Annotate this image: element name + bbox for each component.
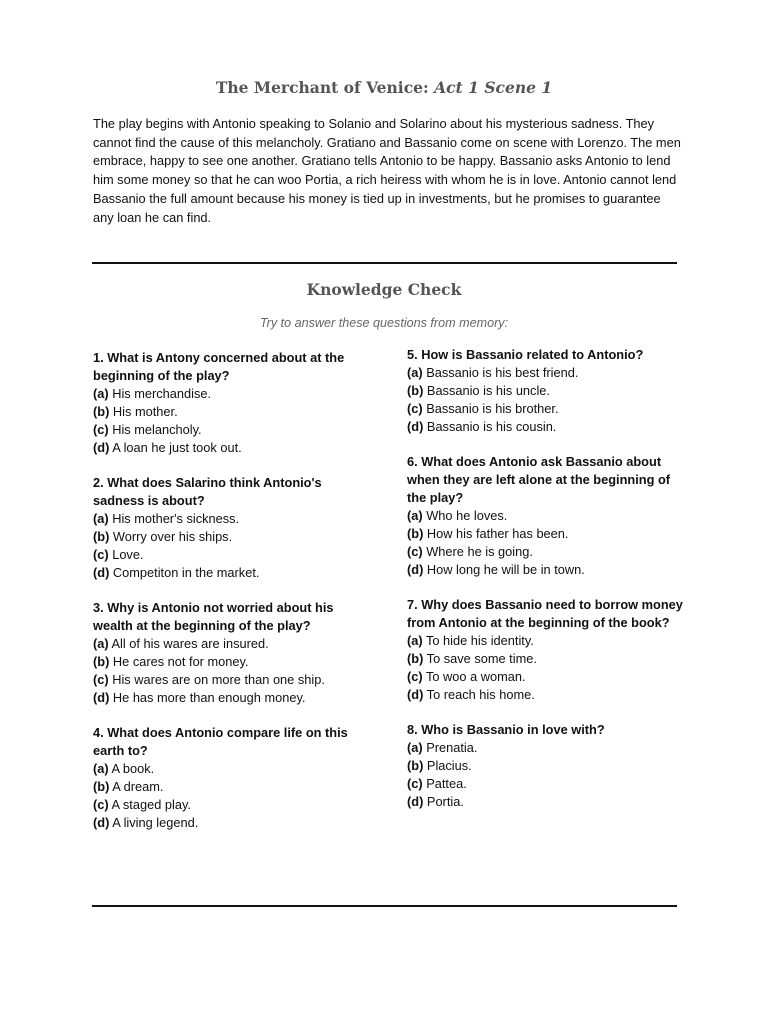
- option-letter: (a): [93, 761, 109, 776]
- answer-option: [93, 778, 371, 796]
- option-text: His mother's sickness.: [112, 511, 240, 526]
- question-text: 6. What does Antonio ask Bassanio about when they are left alone at the beginning of the play?: [407, 454, 671, 505]
- option-letter: (a): [407, 740, 423, 755]
- option-letter: (b): [407, 758, 424, 773]
- option-text: Worry over his ships.: [112, 529, 233, 544]
- option-text: All of his wares are insured.: [111, 636, 269, 651]
- answer-option: [93, 653, 371, 671]
- divider-bottom: [92, 905, 677, 907]
- answer-option: [93, 564, 371, 582]
- option-letter: (d): [407, 687, 424, 702]
- answer-option: [93, 510, 371, 528]
- answer-option: [93, 546, 371, 564]
- option-letter: (d): [407, 562, 424, 577]
- divider-top: [92, 262, 677, 264]
- option-text: Competiton in the market.: [112, 565, 260, 580]
- option-letter: (d): [93, 565, 110, 580]
- option-text: How his father has been.: [426, 526, 569, 541]
- option-letter: (c): [407, 401, 423, 416]
- option-text: To save some time.: [426, 651, 537, 666]
- option-letter: (b): [407, 526, 424, 541]
- answer-option: [407, 793, 685, 811]
- answer-option: [407, 632, 685, 650]
- scene-summary: The play begins with Antonio speaking to Solanio and Solarino about his mysterious sadness. They cannot find the cause of this melancholy. Gratiano and Bassanio come on scene with Lorenzo. The men embrace, happy to see one another. Gratiano tells Antonio to be happy. Bassanio asks Antonio to lend him some money so that he can woo Portia, a rich heiress with whom he is in love. Antonio cannot lend Bassanio the full amount because his money is tied up in investments, but he promises to guarantee any loan he can find.: [93, 116, 681, 225]
- option-text: His merchandise.: [112, 386, 212, 401]
- answer-option: [407, 668, 685, 686]
- option-text: Bassanio is his best friend.: [426, 365, 579, 380]
- option-letter: (b): [407, 383, 424, 398]
- answer-option: [93, 385, 371, 403]
- option-letter: (d): [407, 794, 424, 809]
- answer-option: [407, 507, 685, 525]
- answer-option: [93, 421, 371, 439]
- option-letter: (a): [407, 365, 423, 380]
- question-text: 3. Why is Antonio not worried about his wealth at the beginning of the play?: [93, 600, 334, 633]
- option-text: A book.: [111, 761, 155, 776]
- option-text: Bassanio is his cousin.: [426, 419, 557, 434]
- option-text: To hide his identity.: [425, 633, 534, 648]
- option-text: His mother.: [112, 404, 178, 419]
- option-letter: (c): [93, 547, 109, 562]
- question-3: [93, 599, 371, 707]
- option-text: Where he is going.: [426, 544, 533, 559]
- answer-option: [407, 525, 685, 543]
- option-text: To reach his home.: [426, 687, 535, 702]
- question-text: 5. How is Bassanio related to Antonio?: [407, 347, 644, 362]
- page-title: [0, 78, 768, 97]
- question-8: [407, 721, 685, 811]
- questions-right-column: [407, 346, 685, 828]
- option-letter: (a): [407, 633, 423, 648]
- title-main: The Merchant of Venice:: [215, 78, 429, 97]
- answer-option: [93, 814, 371, 832]
- option-letter: (b): [93, 654, 110, 669]
- answer-option: [93, 796, 371, 814]
- question-1: [93, 349, 371, 457]
- option-text: A living legend.: [112, 815, 199, 830]
- answer-option: [407, 650, 685, 668]
- question-text: 2. What does Salarino think Antonio's sadness is about?: [93, 475, 322, 508]
- option-letter: (c): [93, 422, 109, 437]
- answer-option: [407, 543, 685, 561]
- question-2: [93, 474, 371, 582]
- option-letter: (c): [407, 776, 423, 791]
- option-text: Placius.: [426, 758, 472, 773]
- option-text: Who he loves.: [426, 508, 508, 523]
- title-scene: Act 1 Scene 1: [434, 78, 553, 97]
- question-4: [93, 724, 371, 832]
- question-text: 1. What is Antony concerned about at the beginning of the play?: [93, 350, 345, 383]
- option-text: Portia.: [426, 794, 464, 809]
- option-text: A staged play.: [111, 797, 191, 812]
- answer-option: [407, 561, 685, 579]
- option-text: Pattea.: [426, 776, 467, 791]
- knowledge-check-instructions: Try to answer these questions from memory:: [259, 316, 509, 330]
- answer-option: [407, 364, 685, 382]
- option-letter: (a): [93, 511, 109, 526]
- option-text: He cares not for money.: [112, 654, 249, 669]
- answer-option: [407, 757, 685, 775]
- option-letter: (c): [407, 669, 423, 684]
- option-letter: (a): [93, 386, 109, 401]
- question-6: [407, 453, 685, 579]
- answer-option: [93, 439, 371, 457]
- answer-option: [407, 739, 685, 757]
- answer-option: [407, 418, 685, 436]
- option-text: To woo a woman.: [425, 669, 526, 684]
- option-letter: (d): [93, 815, 110, 830]
- option-letter: (a): [93, 636, 109, 651]
- option-letter: (b): [93, 404, 110, 419]
- option-letter: (d): [407, 419, 424, 434]
- option-text: Bassanio is his brother.: [426, 401, 559, 416]
- answer-option: [93, 635, 371, 653]
- question-7: [407, 596, 685, 704]
- answer-option: [407, 775, 685, 793]
- option-letter: (b): [407, 651, 424, 666]
- question-text: 4. What does Antonio compare life on this earth to?: [93, 725, 348, 758]
- question-5: [407, 346, 685, 436]
- question-text: 7. Why does Bassanio need to borrow money from Antonio at the beginning of the book?: [407, 597, 683, 630]
- option-text: He has more than enough money.: [112, 690, 306, 705]
- option-text: His melancholy.: [112, 422, 202, 437]
- answer-option: [407, 400, 685, 418]
- option-text: How long he will be in town.: [426, 562, 585, 577]
- option-text: Love.: [112, 547, 144, 562]
- question-text: 8. Who is Bassanio in love with?: [407, 722, 605, 737]
- option-letter: (a): [407, 508, 423, 523]
- option-letter: (b): [93, 779, 110, 794]
- questions-left-column: [93, 349, 371, 849]
- option-text: Bassanio is his uncle.: [426, 383, 550, 398]
- answer-option: [407, 382, 685, 400]
- option-letter: (c): [407, 544, 423, 559]
- option-letter: (d): [93, 690, 110, 705]
- option-letter: (c): [93, 797, 109, 812]
- answer-option: [93, 671, 371, 689]
- answer-option: [407, 686, 685, 704]
- knowledge-check-heading: Knowledge Check: [306, 280, 462, 299]
- answer-option: [93, 689, 371, 707]
- option-letter: (b): [93, 529, 110, 544]
- option-text: A loan he just took out.: [112, 440, 242, 455]
- answer-option: [93, 403, 371, 421]
- option-letter: (c): [93, 672, 109, 687]
- option-text: Prenatia.: [426, 740, 478, 755]
- option-letter: (d): [93, 440, 110, 455]
- answer-option: [93, 760, 371, 778]
- option-text: A dream.: [112, 779, 164, 794]
- option-text: His wares are on more than one ship.: [112, 672, 325, 687]
- answer-option: [93, 528, 371, 546]
